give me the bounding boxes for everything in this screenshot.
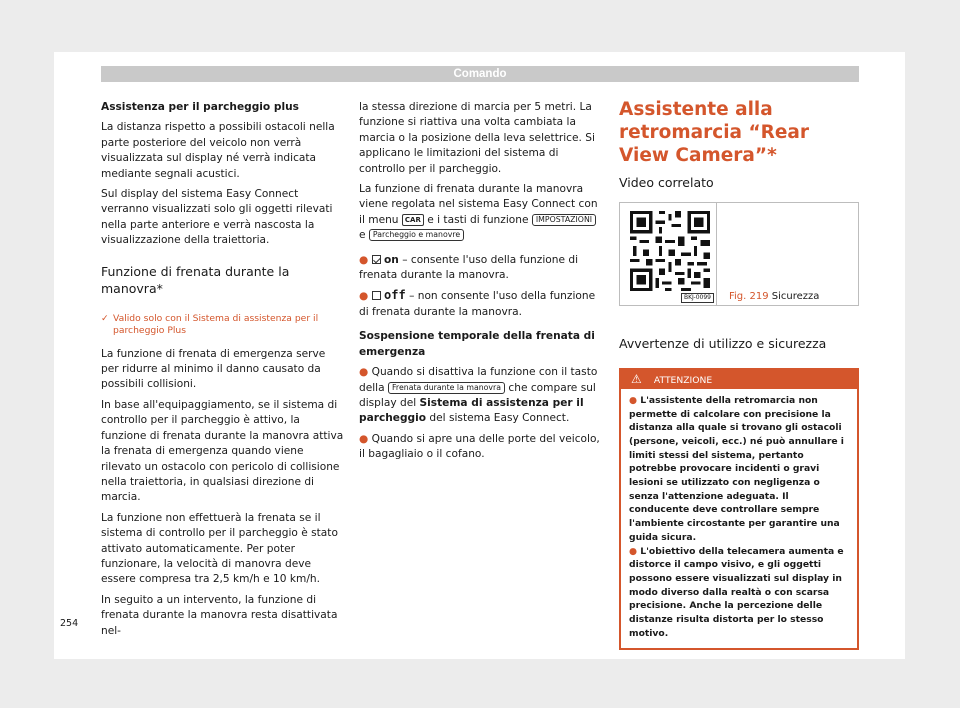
column-right (619, 98, 859, 650)
warning-item (629, 545, 849, 641)
off-text: – non consente l'uso della funzione di frenata durante la manovra. (359, 290, 596, 318)
section-header: Comando (101, 66, 859, 82)
subsection-heading: Avvertenze di utilizzo e sicurezza (619, 336, 827, 352)
column-left (101, 100, 344, 644)
text: e i tasti di funzione (427, 213, 529, 226)
validity-note (101, 313, 344, 337)
warning-title: ATTENZIONE (653, 374, 713, 386)
car-menu-key: CAR (402, 214, 424, 226)
heading-sospensione: Sospensione temporale della frenata di emergenza (359, 330, 595, 358)
text: e (359, 229, 366, 242)
bullet-icon: ● (629, 545, 638, 557)
text-bold: Sistema di assistenza per il parcheggio (359, 396, 584, 425)
qr-code-label: BKJ-0099 (681, 293, 714, 303)
paragraph: La funzione non effettuerà la frenata se il sistema di controllo per il parcheggio è stato attivato automaticamente. Per poter funzionare, la velocità di manovra deve essere compresa tra 2,5 km/h e 10 km/h. (101, 511, 338, 586)
key-frenata-manovra: Frenata durante la manovra (388, 382, 505, 394)
checkbox-checked-icon (372, 255, 381, 264)
bullet-icon: ● (359, 290, 369, 303)
bullet-icon: ● (359, 366, 369, 379)
section-title: Assistente alla retromarcia “Rear View Camera”* (619, 99, 810, 166)
list-item (359, 365, 603, 427)
key-parcheggio-manovre: Parcheggio e manovre (369, 229, 464, 241)
warning-triangle-icon: ⚠ (631, 371, 642, 386)
off-label: off (384, 288, 406, 303)
bullet-icon: ● (359, 253, 369, 266)
paragraph-settings (359, 182, 603, 244)
key-impostazioni: IMPOSTAZIONI (532, 214, 596, 226)
text: che compare sul display del (359, 381, 596, 409)
paragraph: Sul display del sistema Easy Connect verranno visualizzati solo gli oggetti rilevati nella parte anteriore e verrà nascosta la visualizzazione della traiettoria. (101, 188, 333, 247)
warning-box (619, 368, 859, 651)
text: Quando si disattiva la funzione con il tasto della (359, 366, 598, 394)
figure-caption-text: Sicurezza (771, 291, 820, 303)
qr-code-icon[interactable] (630, 211, 710, 291)
text: La funzione di frenata durante la manovra viene regolata nel sistema Easy Connect con il menu (359, 183, 598, 226)
figure-number: Fig. 219 (729, 291, 769, 303)
text: Quando si apre una delle porte del veicolo, il bagagliaio o il cofano. (359, 432, 600, 461)
warning-body (621, 389, 857, 649)
figure-box (619, 202, 859, 306)
validity-text: Valido solo con il Sistema di assistenza per il parcheggio Plus (113, 312, 319, 336)
qr-panel[interactable] (620, 203, 717, 305)
list-item-on (359, 253, 603, 284)
warning-text: L'obiettivo della telecamera aumenta e distorce il campo visivo, e gli oggetti possono essere visualizzati sul display in modo diverso dalla realtà o con scarsa precisione. Anche la percezione delle distanze risulta distorta per lo stesso motivo. (629, 545, 844, 639)
page-number: 254 (60, 618, 79, 629)
paragraph: In seguito a un intervento, la funzione di frenata durante la manovra resta disattivata nel- (101, 593, 338, 637)
warning-item (629, 394, 849, 545)
text: del sistema Easy Connect. (429, 412, 570, 425)
list-item (359, 432, 603, 463)
on-label: on (384, 253, 399, 266)
list-item-off (359, 288, 603, 320)
checkbox-unchecked-icon (372, 291, 381, 300)
paragraph: La funzione di frenata di emergenza serve per ridurre al minimo il danno causato da possibili collisioni. (101, 347, 326, 391)
paragraph: La distanza rispetto a possibili ostacoli nella parte posteriore del veicolo non verrà visualizzata sul display né verrà indicata mediante segnali acustici. (101, 121, 335, 180)
paragraph: In base all'equipaggiamento, se il sistema di controllo per il parcheggio è attivo, la funzione di frenata durante la manovra attiva la frenata di emergenza quando viene rilevato un ostacolo con pericolo di collisione nella traiettoria, in qualsiasi direzione di marcia. (101, 398, 344, 504)
check-icon: ✓ (101, 312, 109, 324)
warning-header (621, 370, 857, 389)
heading-parcheggio-plus: Assistenza per il parcheggio plus (101, 101, 299, 113)
video-heading: Video correlato (619, 175, 714, 190)
figure-caption (729, 289, 819, 304)
warning-text: L'assistente della retromarcia non permette di calcolare con precisione la distanza alla quale si trovano gli ostacoli (persone, veicoli, ecc.) né può annullare i limiti stessi del sistema, pertanto potrebbe provocare incidenti o gravi lesioni se utilizzato con negligenza o senza l'attenzione adeguata. Il conducente deve controllare sempre l'ambiente circostante per garantire una guida sicura. (629, 394, 844, 543)
bullet-icon: ● (359, 432, 369, 445)
bullet-icon: ● (629, 394, 638, 406)
column-middle (359, 100, 603, 468)
on-text: – consente l'uso della funzione di frenata durante la manovra. (359, 253, 579, 282)
paragraph: la stessa direzione di marcia per 5 metri. La funzione si riattiva una volta cambiata la marcia o la posizione della leva selettrice. Si applicano le limitazioni del sistema di controllo per il parcheggio. (359, 101, 595, 175)
heading-frenata-manovra: Funzione di frenata durante la manovra* (101, 263, 290, 296)
